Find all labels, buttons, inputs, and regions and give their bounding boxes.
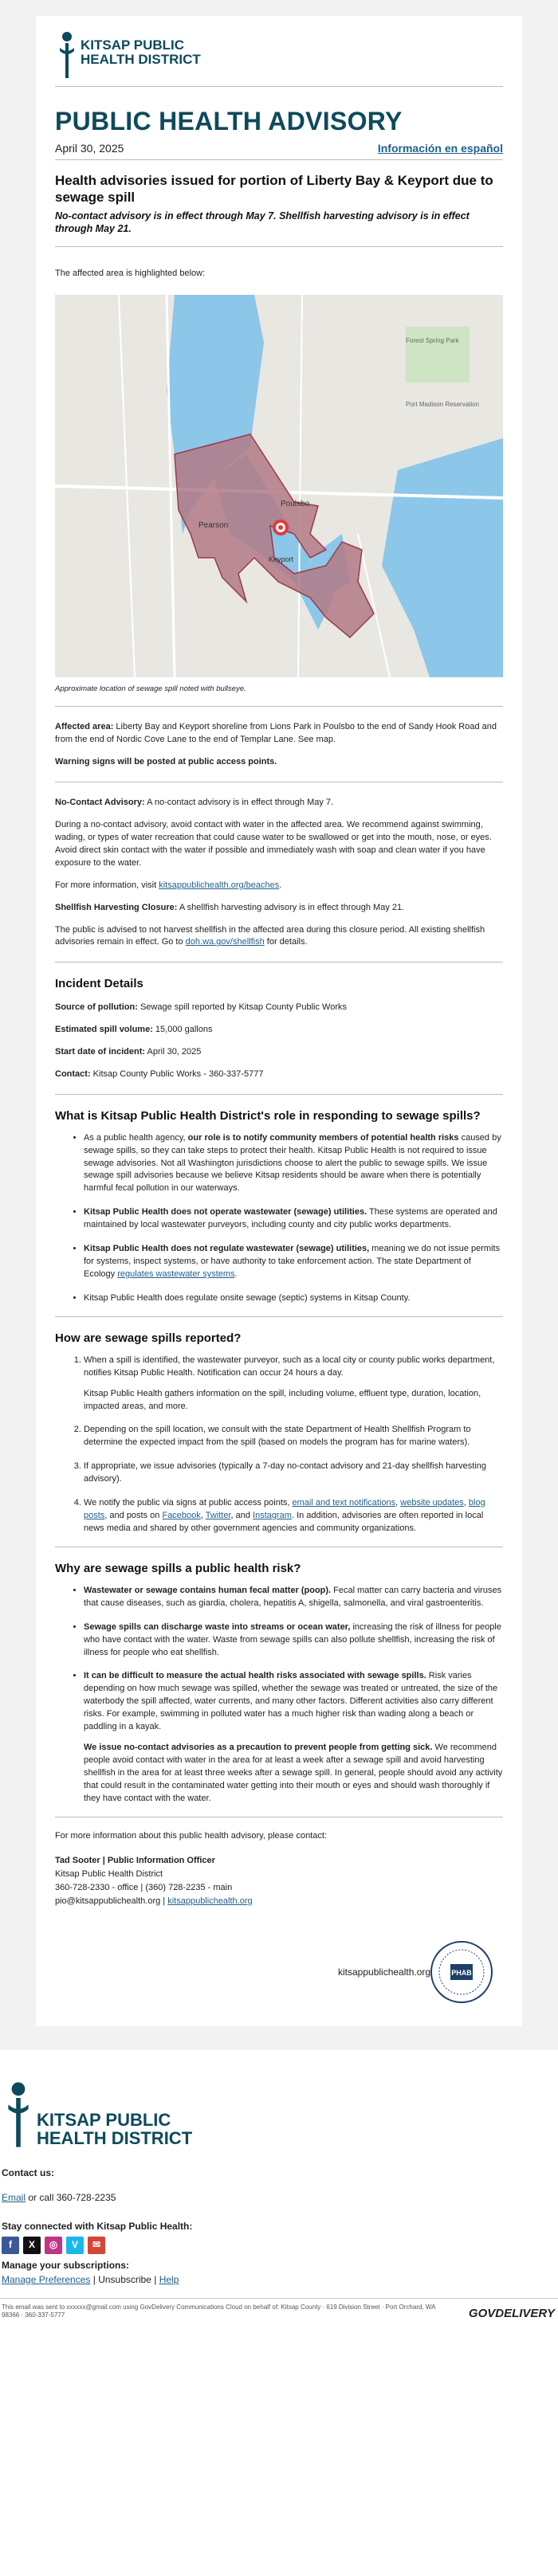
contact-value: Kitsap County Public Works - 360-337-5777	[90, 1068, 264, 1079]
list-item: • Wastewater or sewage contains human fecal matter (poop). Fecal matter can carry bacteria and viruses that cause diseases, such as giardia, cholera, hepatitis A, shigella, salmonella, and viral gastroenteritis.	[84, 1585, 503, 1610]
role-heading: What is Kitsap Public Health District's role in responding to sewage spills?	[55, 1108, 481, 1123]
report-list	[55, 1355, 503, 1535]
ecology-link[interactable]: regulates wastewater systems	[117, 1269, 235, 1280]
volume-value: 15,000 gallons	[152, 1025, 213, 1035]
contact-heading: Contact us:	[2, 2166, 54, 2178]
shellfish-body: The public is advised to not harvest shellfish in the affected area during this closure period. All existing shellfish advisories remain in effect. Go to	[55, 924, 485, 947]
risk-heading: Why are sewage spills a public health risk?	[55, 1562, 301, 1576]
no-contact-body: During a no-contact advisory, avoid contact with water in the affected area. We recommend against swimming, wading, or types of water recreation that could cause water to be swallowed or get into the mouth, nose, or eyes. Avoid direct skin contact with the water if possible and immediately wash with soap and clean water if you have exposure to the water.	[55, 819, 492, 868]
shellfish-suffix: for details.	[264, 937, 308, 947]
incident-heading: Incident Details	[55, 977, 143, 991]
bottom-brand	[55, 1940, 503, 2004]
contact-label: Contact:	[55, 1068, 91, 1079]
contact-intro: For more information about this public health advisory, please contact:	[55, 1830, 327, 1841]
affected-label: Affected area:	[55, 722, 114, 732]
list-item: • Kitsap Public Health does regulate onsite sewage (septic) systems in Kitsap County.	[84, 1292, 503, 1305]
brand-url: kitsappublichealth.org	[338, 1966, 431, 1978]
footer-logo	[0, 2071, 558, 2158]
footer-logo-line-1: KITSAP PUBLIC	[37, 2109, 171, 2130]
map-label-forest: Forest Spring Park	[406, 337, 459, 345]
kphd-footer-logo-icon	[2, 2079, 35, 2151]
list-item: 2. Depending on the spill location, we consult with the state Department of Health Shellfish Program to determine the expected impact from the spill (based on models the program has for marine waters).	[84, 1424, 503, 1449]
affected-text: Liberty Bay and Keyport shoreline from Lions Park in Poulsbo to the end of Sandy Hook Road and from the end of Nordic Cove Lane to the end of Templar Lane. See map.	[55, 722, 497, 745]
info-prefix: For more information, visit	[55, 880, 159, 890]
accreditation-seal-icon	[430, 1940, 493, 2004]
contact-org: Kitsap Public Health District	[55, 1868, 163, 1879]
no-contact-label: No-Contact Advisory:	[55, 797, 145, 807]
blog-posts-link[interactable]: blog posts	[84, 1498, 485, 1521]
source-value: Sewage spill reported by Kitsap County Public Works	[137, 1002, 347, 1013]
list-item: • Kitsap Public Health does not regulate wastewater (sewage) utilities, meaning we do not issue permits for systems, inspect systems, or have authority to take enforcement action. The state Department of Ecology regulates wastewater systems.	[84, 1243, 503, 1281]
help-link[interactable]: Help	[159, 2273, 179, 2285]
advisory-date: April 30, 2025	[55, 142, 124, 155]
x-icon[interactable]: X	[23, 2237, 41, 2254]
footer: KITSAP PUBLIC HEALTH DISTRICT Contact us: Email or call 360-728-2235 Stay connected with Kitsap Public Health: f X ◎ V ✉ Manage your subscriptions: Manage Preferences | Unsubscribe | Help This email was sent to xxxxxx@gmail.com using GovDelivery Communications Cloud on behalf of: Kitsap County · 619 Division Street · Port Orchard, WA 98366 · 360-337-5777 GOVDELIVERY	[0, 2050, 558, 2325]
map-intro: The affected area is highlighted below:	[55, 269, 206, 279]
website-updates-link[interactable]: website updates	[400, 1498, 464, 1508]
manage-heading: Manage your subscriptions:	[2, 2260, 130, 2272]
call-text: or call 360-728-2235	[26, 2192, 116, 2204]
list-item: 4. We notify the public via signs at public access points, email and text notifications, website updates, blog posts, and posts on Facebook, Twitter, and Instagram. In addition, advisories are often reported in local news media and shared by other government agencies and community organizations.	[84, 1497, 503, 1535]
risk-list	[55, 1585, 503, 1806]
headline: Health advisories issued for portion of Liberty Bay & Keyport due to sewage spill	[55, 173, 493, 206]
map-label-pearson: Pearson	[198, 521, 229, 531]
role-list	[55, 1132, 503, 1305]
instagram-icon[interactable]: ◎	[45, 2237, 62, 2254]
contact-email: pio@kitsappublichealth.org |	[55, 1896, 168, 1906]
map-label-reservation: Port Madison Reservation	[406, 401, 480, 409]
email-text-link[interactable]: email and text notifications	[292, 1498, 396, 1508]
logo-line-1: KITSAP PUBLIC	[81, 37, 185, 53]
email-share-icon[interactable]: ✉	[88, 2237, 105, 2254]
manage-preferences-link[interactable]: Manage Preferences	[2, 2273, 91, 2285]
list-item: 1. When a spill is identified, the wastewater purveyor, such as a local city or county public works department, notifies Kitsap Public Health. Notification can occur 24 hours a day. Kitsap Public Health gathers information on the spill, including volume, effluent type, duration, location, impacted areas, and more.	[84, 1355, 503, 1413]
govdelivery-logo: GOVDELIVERY	[468, 2306, 555, 2320]
footer-logo-line-2: HEALTH DISTRICT	[37, 2128, 193, 2149]
doh-shellfish-link[interactable]: doh.wa.gov/shellfish	[185, 937, 265, 947]
social-icons	[2, 2237, 558, 2254]
facebook-icon[interactable]: f	[2, 2237, 19, 2254]
contact-phone: 360-728-2330 - office | (360) 728-2235 - main	[55, 1882, 233, 1892]
source-label: Source of pollution:	[55, 1002, 138, 1013]
subhead: No-contact advisory is in effect through May 7. Shellfish harvesting advisory is in effect through May 21.	[55, 210, 470, 235]
vimeo-icon[interactable]: V	[66, 2237, 84, 2254]
facebook-link[interactable]: Facebook	[162, 1511, 201, 1521]
map-label-poulsbo: Poulsbo	[281, 500, 310, 509]
email-link[interactable]: Email	[2, 2192, 26, 2204]
list-item: 3. If appropriate, we issue advisories (typically a 7-day no-contact advisory and 21-day shellfish harvesting advisory).	[84, 1461, 503, 1486]
warning-signs: Warning signs will be posted at public access points.	[55, 757, 277, 767]
list-item: • Sewage spills can discharge waste into streams or ocean water, increasing the risk of illness for people who have contact with the water. Waste from sewage spills can also pollute shellfish, increasing the risk of illness for people who eat shellfish.	[84, 1621, 503, 1660]
unsubscribe-link[interactable]: Unsubscribe	[98, 2273, 151, 2285]
website-link[interactable]: kitsappublichealth.org	[167, 1896, 253, 1906]
list-item: • Kitsap Public Health does not operate wastewater (sewage) utilities. These systems are operated and maintained by local wastewater purveyors, including county and city public works departments.	[84, 1206, 503, 1232]
start-value: April 30, 2025	[145, 1047, 202, 1057]
map-caption: Approximate location of sewage spill noted with bullseye.	[55, 684, 246, 694]
twitter-link[interactable]: Twitter	[205, 1511, 231, 1521]
spanish-link[interactable]: Información en español	[377, 142, 503, 155]
stay-heading: Stay connected with Kitsap Public Health:	[2, 2220, 193, 2232]
shellfish-text: A shellfish harvesting advisory is in effect through May 21.	[177, 902, 405, 912]
volume-label: Estimated spill volume:	[55, 1025, 153, 1035]
fine-print: This email was sent to xxxxxx@gmail.com using GovDelivery Communications Cloud on behalf of: Kitsap County · 619 Division Street · Port Orchard, WA 98366 · 360-337-5777	[2, 2303, 436, 2319]
beaches-link[interactable]: kitsappublichealth.org/beaches	[159, 880, 280, 890]
fine-print-bar	[0, 2298, 558, 2325]
report-heading: How are sewage spills reported?	[55, 1331, 242, 1345]
header-logo	[55, 16, 503, 86]
list-item: • It can be difficult to measure the actual health risks associated with sewage spills. Risk varies depending on how much sewage was spilled, whether the sewage was treated or untreated, the size of the waterbody the spill affected, water currents, and many other factors. Different activities also carry different risks. For example, swimming in polluted water has a much higher risk than wading along a beach or paddling in a kayak. We issue no-contact advisories as a precaution to prevent people from getting sick. We recommend people avoid contact with water in the area for at least a week after a sewage spill and avoid harvesting shellfish in the area for at least three weeks after a sewage spill. In general, people should avoid any activity that could result in the contaminated water getting into their mouth or eyes and should wash thoroughly if they have contact with the water.	[84, 1670, 503, 1805]
kphd-logo-icon	[55, 30, 79, 80]
instagram-link[interactable]: Instagram	[253, 1511, 292, 1521]
start-label: Start date of incident:	[55, 1047, 146, 1057]
advisory-card	[36, 16, 522, 2026]
affected-area-map	[55, 295, 503, 677]
contact-name: Tad Sooter | Public Information Officer	[55, 1855, 215, 1865]
advisory-title: PUBLIC HEALTH ADVISORY	[55, 107, 403, 135]
shellfish-label: Shellfish Harvesting Closure:	[55, 902, 178, 912]
signature	[55, 1854, 503, 1908]
map-graphic	[55, 295, 503, 677]
list-item: • As a public health agency, our role is to notify community members of potential health risks caused by sewage spills, so they can take steps to protect their health. Kitsap Public Health is not required to issue sewage advisories. Not all Washington jurisdictions choose to alert the public to sewage spills. We issue sewage spill advisories because we believe Kitsap residents should be aware when there is potentially harmful fecal pollution in our waterways.	[84, 1132, 503, 1196]
logo-line-2: HEALTH DISTRICT	[81, 51, 201, 67]
map-label-keyport: Keyport	[269, 555, 294, 564]
seal-text: PHAB	[451, 1968, 472, 1977]
no-contact-text: A no-contact advisory is in effect through May 7.	[144, 797, 334, 807]
info-suffix: .	[279, 880, 282, 890]
